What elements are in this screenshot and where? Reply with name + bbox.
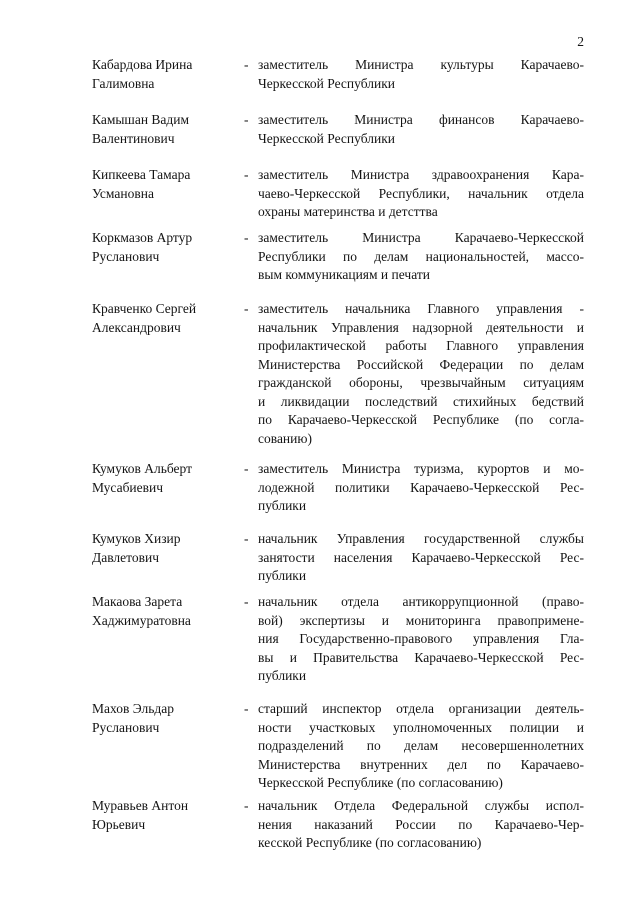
position-line: занятости населения Карачаево-Черкесской Рес-: [258, 549, 584, 565]
separator-dash: -: [244, 230, 249, 245]
member-position: [258, 166, 584, 222]
member-name: [92, 111, 237, 148]
member-name: [92, 300, 237, 337]
position-line: Черкесской Республике (по согласованию): [258, 775, 503, 790]
position-line: публики: [258, 498, 307, 513]
separator-dash: -: [244, 798, 249, 813]
member-position: [258, 797, 584, 853]
position-line: профилактической работы Главного управления: [258, 338, 584, 353]
member-surname-first: Кипкеева Тамара: [92, 167, 191, 182]
position-line: старший инспектор отдела организации деятель-: [258, 701, 584, 716]
member-patronymic: Усмановна: [92, 185, 154, 201]
separator-dash: -: [244, 594, 249, 609]
position-line: вой) экспертизы и мониторинга правопримене-: [258, 612, 584, 628]
position-line: начальник Управления надзорной деятельности и: [258, 319, 584, 335]
position-line: заместитель Министра туризма, курортов и мо-: [258, 461, 584, 476]
member-patronymic: Давлетович: [92, 549, 159, 565]
member-surname-first: Камышан Вадим: [92, 112, 190, 127]
member-patronymic: Валентинович: [92, 130, 175, 146]
member-position: [258, 530, 584, 586]
member-patronymic: Александрович: [92, 319, 181, 335]
position-line: вым коммуникациям и печати: [258, 267, 430, 282]
separator-dash: -: [244, 57, 249, 72]
member-surname-first: Муравьев Антон: [92, 798, 189, 813]
position-line: Черкесской Республики: [258, 75, 395, 91]
member-name: [92, 56, 237, 93]
position-line: чаево-Черкесской Республики, начальник отдела: [258, 185, 584, 201]
position-line: охраны материнства и детсттва: [258, 204, 438, 219]
member-patronymic: Галимовна: [92, 75, 155, 91]
separator-dash: -: [244, 301, 249, 316]
member-surname-first: Кабардова Ирина: [92, 57, 193, 72]
position-line: заместитель Министра здравоохранения Кара-: [258, 167, 584, 182]
position-line: заместитель Министра финансов Карачаево-: [258, 112, 584, 127]
position-line: Министерства внутренних дел по Карачаево-: [258, 756, 584, 772]
separator-dash: -: [244, 112, 249, 127]
member-position: [258, 111, 584, 148]
member-name: [92, 797, 237, 834]
member-name: [92, 593, 237, 630]
member-surname-first: Кравченко Сергей: [92, 301, 197, 316]
position-line: начальник Отдела Федеральной службы испол-: [258, 798, 584, 813]
position-line: заместитель начальника Главного управления -: [258, 301, 584, 316]
member-patronymic: Юрьевич: [92, 816, 146, 832]
member-position: [258, 460, 584, 516]
member-position: [258, 593, 584, 686]
member-name: [92, 460, 237, 497]
member-name: [92, 229, 237, 266]
position-line: лодежной политики Карачаево-Черкесской Рес-: [258, 479, 584, 495]
member-surname-first: Махов Эльдар: [92, 701, 174, 716]
member-patronymic: Хаджимуратовна: [92, 612, 191, 628]
separator-dash: -: [244, 531, 249, 546]
position-line: нения наказаний России по Карачаево-Чер-: [258, 816, 584, 832]
position-line: подразделений по делам несовершеннолетних: [258, 738, 584, 753]
member-surname-first: Кумуков Альберт: [92, 461, 193, 476]
position-line: сованию): [258, 430, 312, 446]
member-patronymic: Мусабиевич: [92, 479, 164, 495]
separator-dash: -: [244, 461, 249, 476]
position-line: Министерства Российской Федерации по делам: [258, 356, 584, 372]
member-position: [258, 229, 584, 285]
position-line: начальник отдела антикоррупционной (право-: [258, 594, 584, 609]
member-surname-first: Кумуков Хизир: [92, 531, 181, 546]
member-name: [92, 530, 237, 567]
position-line: Черкесской Республики: [258, 130, 395, 146]
member-position: [258, 56, 584, 93]
member-patronymic: Русланович: [92, 248, 160, 264]
position-line: и ликвидации последствий стихийных бедствий: [258, 393, 584, 409]
position-line: ности участковых уполномоченных полиции и: [258, 719, 584, 735]
page-number: 2: [577, 34, 584, 49]
separator-dash: -: [244, 167, 249, 182]
position-line: заместитель Министра Карачаево-Черкесской: [258, 230, 584, 245]
position-line: Республики по делам национальностей, массо-: [258, 248, 584, 264]
position-line: публики: [258, 568, 307, 583]
member-position: [258, 700, 584, 793]
member-name: [92, 166, 237, 203]
position-line: гражданской обороны, чрезвычайным ситуациям: [258, 375, 584, 390]
member-name: [92, 700, 237, 737]
position-line: кесской Республике (по согласованию): [258, 835, 482, 850]
member-surname-first: Коркмазов Артур: [92, 230, 193, 245]
separator-dash: -: [244, 701, 249, 716]
member-surname-first: Макаова Зарета: [92, 594, 183, 609]
position-line: заместитель Министра культуры Карачаево-: [258, 57, 584, 72]
position-line: по Карачаево-Черкесской Республике (по согла-: [258, 412, 584, 427]
position-line: начальник Управления государственной службы: [258, 531, 584, 546]
member-position: [258, 300, 584, 448]
member-patronymic: Русланович: [92, 719, 160, 735]
position-line: ния Государственно-правового управления Гла-: [258, 631, 584, 646]
position-line: публики: [258, 668, 307, 683]
position-line: вы и Правительства Карачаево-Черкесской Рес-: [258, 649, 584, 665]
